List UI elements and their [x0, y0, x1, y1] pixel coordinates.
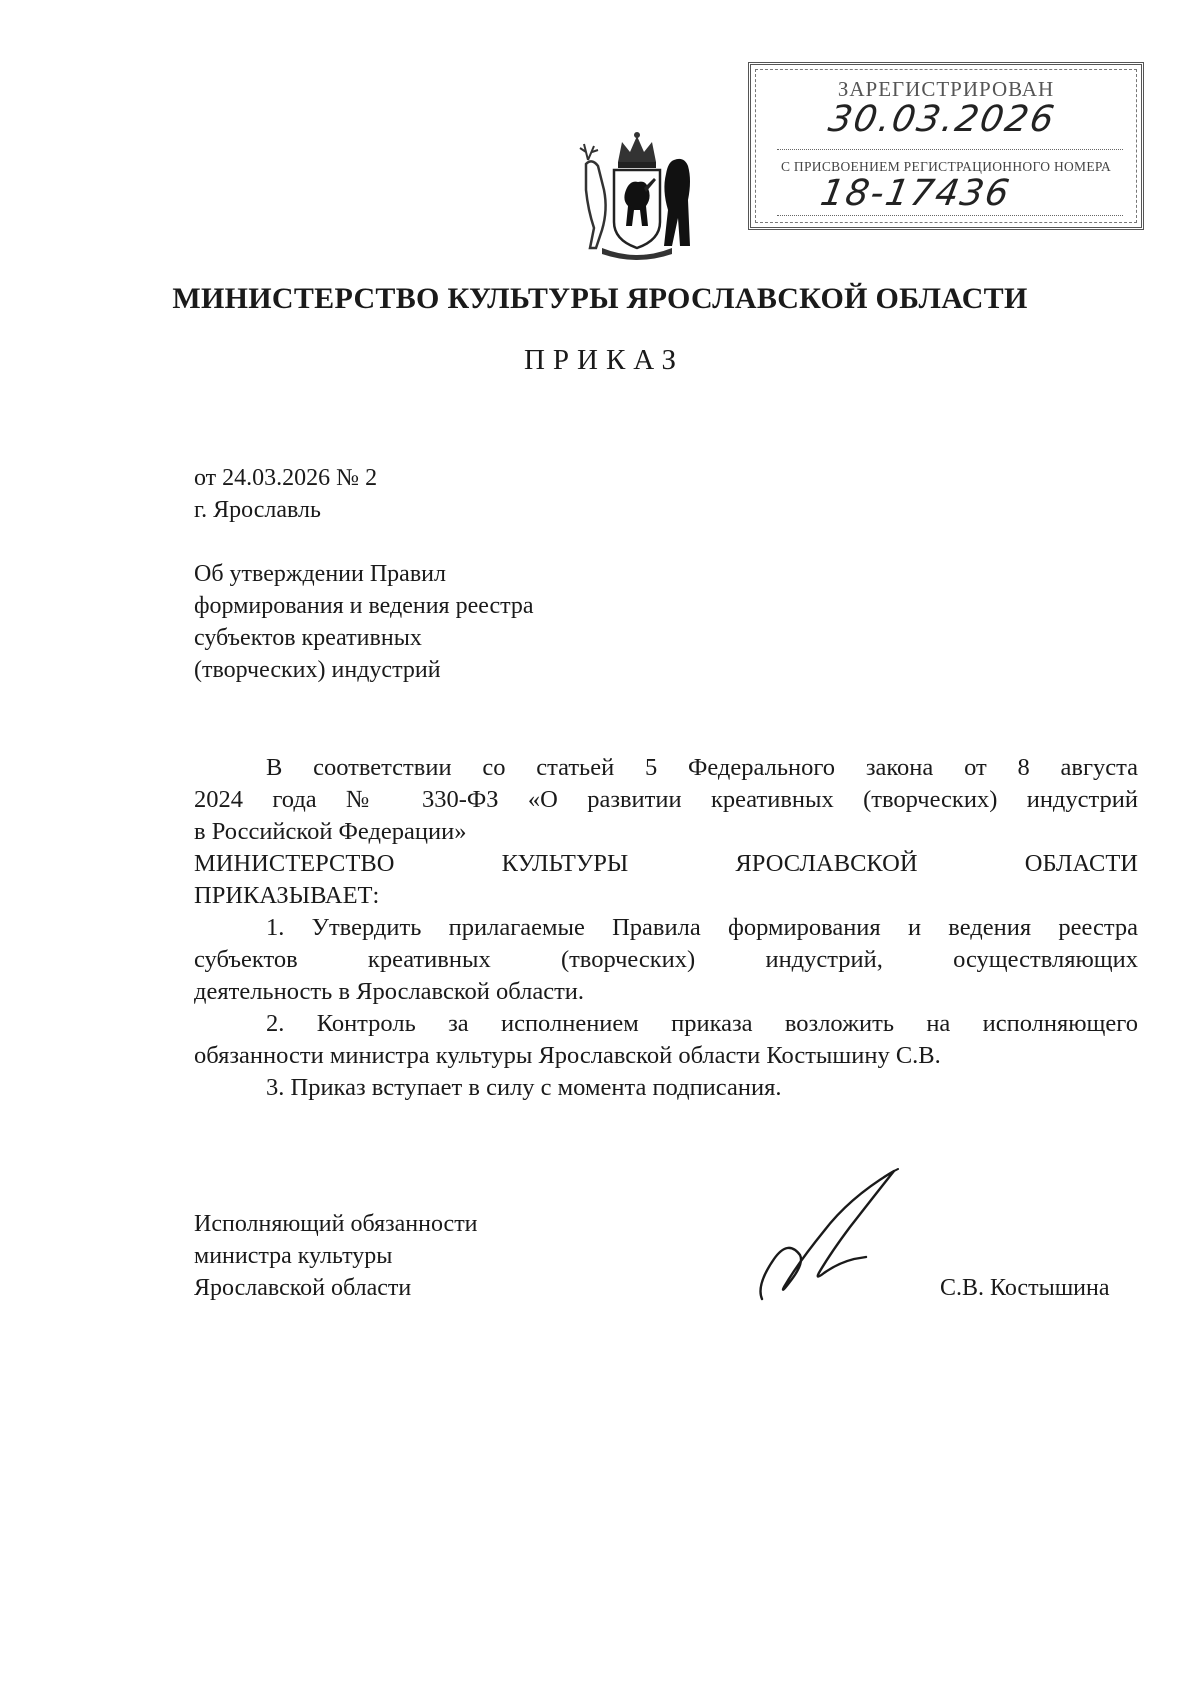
- preamble-line: ПРИКАЗЫВАЕТ:: [194, 882, 380, 909]
- item-1: 1. Утвердить прилагаемые Правила формирования и ведения реестра: [266, 914, 1138, 941]
- stamp-divider: [777, 149, 1123, 150]
- preamble-line: В соответствии со статьей 5 Федерального закона от 8 августа: [266, 754, 1138, 781]
- registration-stamp: [748, 62, 1144, 230]
- city: г. Ярославль: [194, 497, 321, 523]
- ministry-name: МИНИСТЕРСТВО КУЛЬТУРЫ ЯРОСЛАВСКОЙ ОБЛАСТИ: [172, 282, 1028, 315]
- preamble: [194, 752, 1138, 912]
- order-items: [194, 912, 1138, 1104]
- stamp-divider: [777, 215, 1123, 216]
- signatory-name: С.В. Костышина: [940, 1275, 1110, 1301]
- signatory-position: Исполняющий обязанности: [194, 1211, 478, 1237]
- stamp-subtitle: С ПРИСВОЕНИЕМ РЕГИСТРАЦИОННОГО НОМЕРА: [780, 159, 1112, 174]
- subject-line: Об утверждении Правил: [194, 561, 446, 587]
- preamble-line: МИНИСТЕРСТВО КУЛЬТУРЫ ЯРОСЛАВСКОЙ ОБЛАСТИ: [194, 850, 1138, 877]
- subject-line: (творческих) индустрий: [194, 657, 441, 683]
- preamble-line: 2024 года № 330-ФЗ «О развитии креативных (творческих) индустрий: [194, 786, 1138, 813]
- coat-of-arms-icon: [574, 130, 700, 262]
- stamp-title: ЗАРЕГИСТРИРОВАН: [837, 77, 1055, 101]
- signatory-position: Ярославской области: [194, 1275, 412, 1301]
- signatory-position: министра культуры: [194, 1243, 393, 1269]
- stamp-number: 18-17436: [817, 173, 1014, 214]
- item-2: обязанности министра культуры Ярославской области Костышину С.В.: [194, 1042, 941, 1069]
- preamble-line: в Российской Федерации»: [194, 818, 467, 845]
- subject-line: субъектов креативных: [194, 625, 422, 651]
- subject-line: формирования и ведения реестра: [194, 593, 534, 619]
- document-type: ПРИКАЗ: [523, 344, 685, 376]
- handwritten-signature: [754, 1167, 904, 1307]
- stamp-date: 30.03.2026: [825, 99, 1059, 140]
- item-1: субъектов креативных (творческих) индустрий, осуществляющих: [194, 946, 1138, 973]
- item-1: деятельность в Ярославской области.: [194, 978, 585, 1005]
- item-3: 3. Приказ вступает в силу с момента подписания.: [266, 1074, 782, 1101]
- item-2: 2. Контроль за исполнением приказа возложить на исполняющего: [266, 1010, 1138, 1037]
- date-number: от 24.03.2026 № 2: [194, 465, 378, 491]
